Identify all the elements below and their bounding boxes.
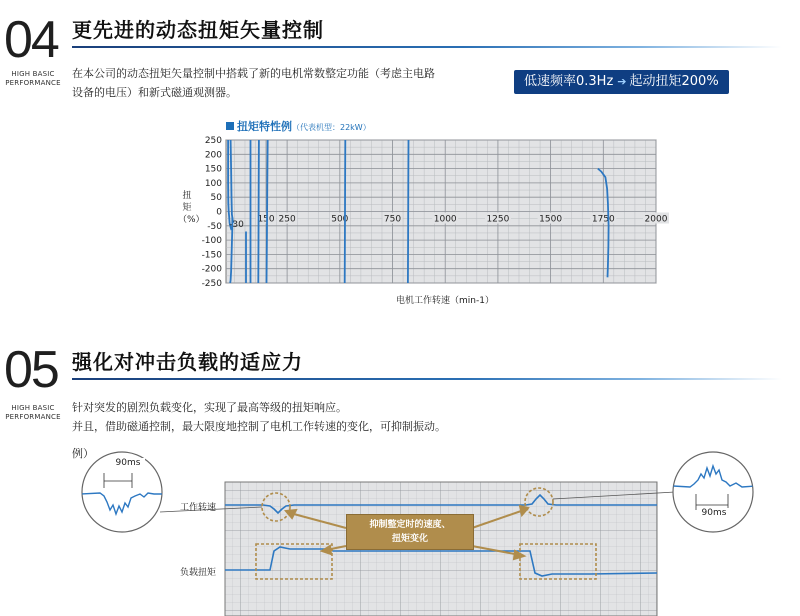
example-label: 例） (72, 447, 94, 460)
y-tick-label: -150 (201, 250, 222, 261)
y-tick-label: 200 (204, 150, 222, 161)
zoom-circle-right (673, 452, 753, 532)
torque-curve (258, 140, 259, 283)
x-axis-label: 电机工作转速（min-1） (396, 296, 494, 306)
zoom-right-duration: 90ms (697, 508, 731, 518)
section-description (72, 64, 502, 102)
torque-curve (345, 140, 346, 283)
badge-line: PERFORMANCE (5, 79, 61, 87)
y-axis-label-char: 扭 (182, 191, 192, 201)
low-speed-spec: 低速频率0.3Hz (524, 74, 614, 89)
start-torque-spec: 起动扭矩200% (629, 74, 719, 89)
x-tick-label: 750 (383, 214, 402, 225)
section-title-05: 强化对冲击负载的适应力 (72, 350, 303, 374)
annotation-label: -30 (229, 219, 244, 230)
y-tick-label: 100 (204, 178, 222, 189)
badge-line: PERFORMANCE (5, 413, 61, 421)
section-title-04: 更先进的动态扭矩矢量控制 (72, 18, 324, 42)
section-divider (72, 378, 782, 380)
description-line: 并且，借助磁通控制，最大限度地控制了电机工作转速的变化，可抑制振动。 (72, 420, 446, 433)
y-tick-label: 0 (216, 207, 222, 218)
speed-label: 工作转速 (180, 503, 217, 513)
y-tick-label: 150 (204, 164, 222, 175)
description-line: 针对突发的剧烈负载变化，实现了最高等级的扭矩响应。 (72, 401, 347, 414)
zoom-left-duration: 90ms (111, 458, 145, 468)
y-axis-label-char: 矩 (182, 203, 192, 213)
description-line: 设备的电压）和新式磁通观测器。 (72, 86, 237, 99)
load-torque-label: 负载扭矩 (180, 568, 217, 578)
performance-badge (0, 404, 66, 422)
x-tick-label: 2000 (644, 214, 668, 225)
chart-title-text: 扭矩特性例 (237, 120, 292, 133)
callout-box (346, 514, 474, 550)
y-tick-label: 50 (210, 193, 222, 204)
badge-line: HIGH BASIC (11, 404, 55, 412)
badge-line: HIGH BASIC (11, 70, 55, 78)
y-tick-label: -50 (207, 221, 222, 232)
performance-badge (0, 70, 66, 88)
y-tick-label: 250 (204, 136, 222, 146)
callout-line: 抑制整定时的速度、 (369, 520, 451, 530)
section-number-05: 05 (4, 341, 58, 399)
x-tick-label: 1000 (433, 214, 457, 225)
callout-line: 扭矩变化 (391, 534, 428, 544)
torque-curve (408, 140, 409, 283)
y-tick-label: -250 (201, 279, 222, 289)
torque-curve (267, 140, 268, 283)
description-line: 在本公司的动态扭矩矢量控制中搭载了新的电机常数整定功能（考虑主电路 (72, 67, 435, 80)
x-tick-label: 1250 (486, 214, 510, 225)
x-tick-label: 1750 (591, 214, 615, 225)
section-number-04: 04 (4, 11, 58, 69)
section-description (72, 398, 772, 436)
arrow-right-icon: ➔ (617, 75, 627, 88)
section-divider (72, 46, 782, 48)
y-tick-label: -100 (201, 236, 222, 247)
torque-chart (190, 132, 670, 292)
y-tick-label: -200 (201, 264, 222, 275)
chart-subtitle: （代表机型：22kW） (292, 123, 371, 132)
x-tick-label: 1500 (539, 214, 563, 225)
spec-banner (514, 70, 729, 94)
x-tick-label: 500 (331, 214, 349, 225)
x-tick-label: 150 (257, 214, 275, 225)
square-bullet-icon (226, 122, 234, 130)
y-axis-label-char: （%） (178, 215, 205, 225)
x-tick-label: 250 (278, 214, 296, 225)
